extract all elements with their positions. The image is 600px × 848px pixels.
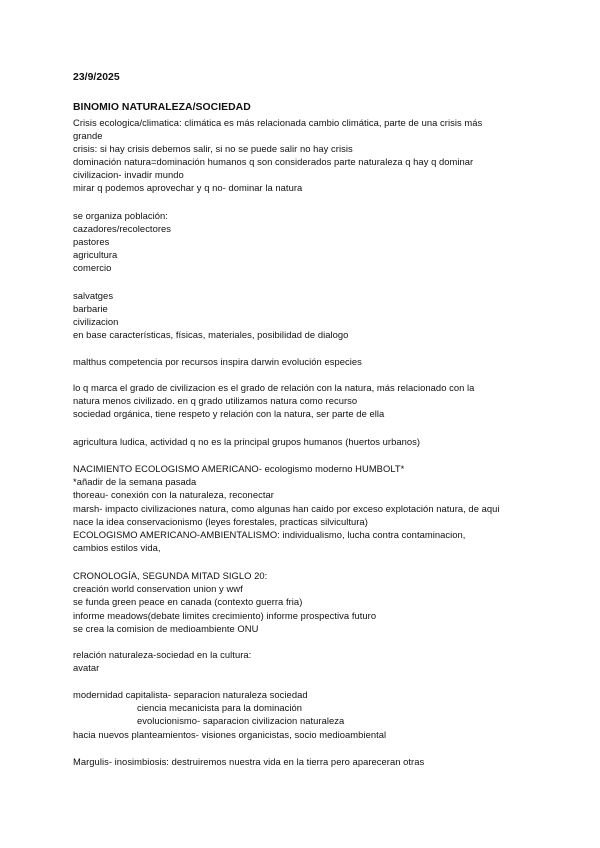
text-line: lo q marca el grado de civilizacion es el grado de relación con la natura, más relacionado con la xyxy=(73,382,475,393)
text-line: mirar q podemos aprovechar y q no- dominar la natura xyxy=(73,182,303,193)
text-line: comercio xyxy=(73,262,112,273)
text-line: sociedad orgánica, tiene respeto y relación con la natura, ser parte de ella xyxy=(73,408,385,419)
text-line: modernidad capitalista- separacion naturaleza sociedad xyxy=(73,689,308,700)
text-line: crisis: si hay crisis debemos salir, si no se puede salir no hay crisis xyxy=(73,143,353,154)
text-line: marsh- impacto civilizaciones natura, como algunas han caido por exceso explotación natura, de aqui xyxy=(73,503,500,514)
text-line: se crea la comision de medioambiente ONU xyxy=(73,623,259,634)
text-line: Crisis ecologica/climatica: climática es más relacionada cambio climática, parte de una crisis más xyxy=(73,117,483,128)
section-heading: ECOLOGISMO AMERICANO-AMBIENTALISMO: individualismo, lucha contra contaminacion, xyxy=(73,529,466,540)
text-line: se funda green peace en canada (contexto guerra fria) xyxy=(73,596,303,607)
text-line: thoreau- conexión con la naturaleza, reconectar xyxy=(73,489,274,500)
text-line: en base características, físicas, materiales, posibilidad de dialogo xyxy=(73,329,349,340)
text-line: cazadores/recolectores xyxy=(73,223,172,234)
text-line: malthus competencia por recursos inspira darwin evolución especies xyxy=(73,356,362,367)
text-line: civilizacion xyxy=(73,316,119,327)
text-line: creación world conservation union y wwf xyxy=(73,583,243,594)
text-line: cambios estilos vida, xyxy=(73,542,161,553)
text-line: avatar xyxy=(73,662,100,673)
section-heading: CRONOLOGÍA, SEGUNDA MITAD SIGLO 20: xyxy=(73,570,268,581)
text-line: se organiza población: xyxy=(73,210,168,221)
section-heading: NACIMIENTO ECOLOGISMO AMERICANO- ecologismo moderno HUMBOLT* xyxy=(73,463,405,474)
text-line: barbarie xyxy=(73,303,108,314)
document-date: 23/9/2025 xyxy=(73,72,120,83)
text-line: nace la idea conservacionismo (leyes forestales, practicas silvicultura) xyxy=(73,516,368,527)
text-line-indented: ciencia mecanicista para la dominación xyxy=(137,702,303,713)
text-line: pastores xyxy=(73,236,110,247)
text-line: agricultura ludica, actividad q no es la principal grupos humanos (huertos urbanos) xyxy=(73,436,421,447)
text-line: informe meadows(debate limites crecimiento) informe prospectiva futuro xyxy=(73,610,377,621)
text-line: salvatges xyxy=(73,290,114,301)
text-line: civilizacion- invadir mundo xyxy=(73,169,184,180)
text-line: natura menos civilizado. en q grado utilizamos natura como recurso xyxy=(73,395,358,406)
text-line: *añadir de la semana pasada xyxy=(73,476,197,487)
text-line: dominación natura=dominación humanos q son considerados parte naturaleza q hay q dominar xyxy=(73,156,474,167)
text-line: hacia nuevos planteamientos- visiones organicistas, socio medioambiental xyxy=(73,729,387,740)
text-line: Margulis- inosimbiosis: destruiremos nuestra vida en la tierra pero apareceran otras xyxy=(73,756,425,767)
text-line: relación naturaleza-sociedad en la cultura: xyxy=(73,649,252,660)
text-line-indented: evolucionismo- saparacion civilizacion naturaleza xyxy=(137,715,345,726)
text-line: grande xyxy=(73,130,103,141)
text-line: agricultura xyxy=(73,249,118,260)
document-title: BINOMIO NATURALEZA/SOCIEDAD xyxy=(73,102,251,113)
